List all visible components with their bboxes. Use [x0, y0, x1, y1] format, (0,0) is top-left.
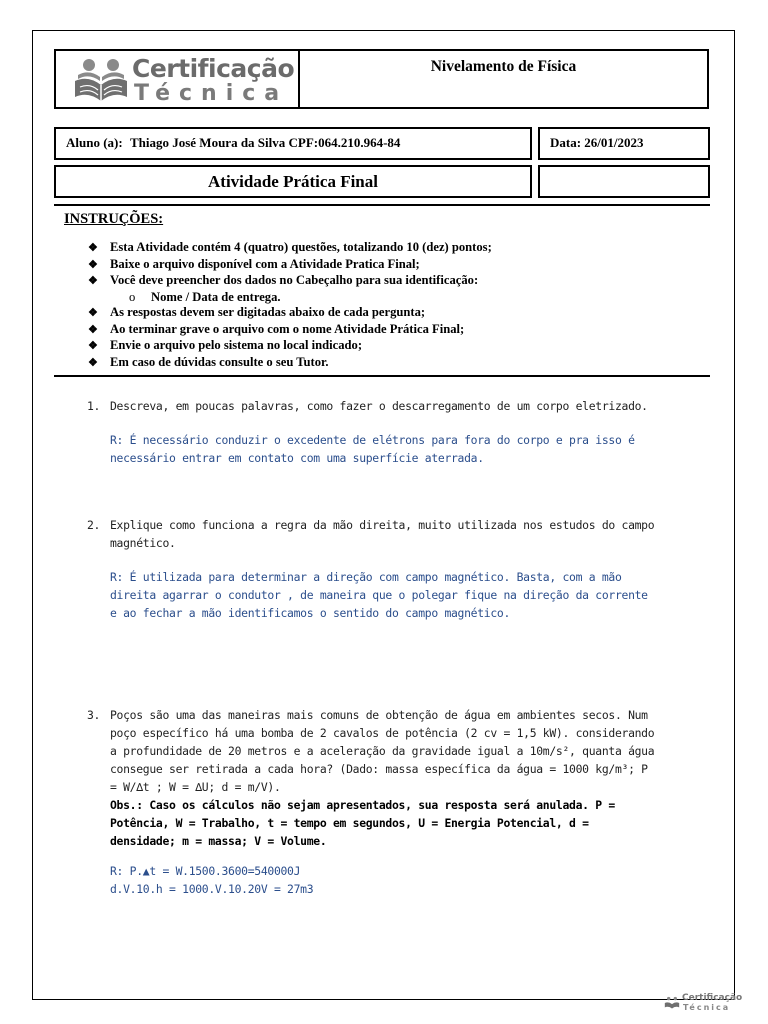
student-label: Aluno (a):	[66, 135, 123, 150]
answer-line: necessário entrar em contato com uma superfície aterrada.	[110, 451, 484, 465]
answer-line: direita agarrar o condutor , de maneira que o polegar fique na direção da corrente	[110, 588, 648, 602]
answer-3[interactable]	[110, 862, 710, 898]
answer-1[interactable]	[110, 431, 710, 467]
date-field[interactable]: Data: 26/01/2023	[538, 127, 710, 160]
diamond-bullet-icon: ❖	[88, 307, 98, 319]
divider-bottom	[54, 375, 710, 377]
question-number: 3.	[87, 708, 101, 722]
answer-2[interactable]	[110, 568, 710, 622]
list-item: ❖ Ao terminar grave o arquivo com o nome Atividade Prática Final;	[88, 322, 492, 339]
answer-line: R: P.▲t = W.1500.3600=540000J	[110, 864, 301, 878]
student-name-cpf: Thiago José Moura da Silva CPF:064.210.964-84	[129, 135, 401, 150]
document-header	[54, 49, 709, 109]
divider-top	[54, 204, 710, 206]
list-item: ❖ Baixe o arquivo disponível com a Atividade Pratica Final;	[88, 257, 492, 274]
grade-box	[538, 165, 710, 198]
activity-title: Atividade Prática Final	[54, 165, 532, 198]
list-item: ❖ As respostas devem ser digitadas abaixo de cada pergunta;	[88, 305, 492, 322]
instructions-list	[88, 240, 492, 371]
list-item: ❖ Em caso de dúvidas consulte o seu Tutor.	[88, 355, 492, 372]
list-item: o Nome / Data de entrega.	[129, 289, 281, 304]
footer-logo-line1: Certificação	[682, 993, 743, 1003]
question-2	[87, 516, 702, 552]
question-1	[87, 397, 702, 415]
diamond-bullet-icon: ❖	[88, 258, 98, 271]
diamond-bullet-icon: ❖	[88, 242, 98, 254]
question-number: 1.	[87, 399, 101, 413]
question-obs: densidade; m = massa; V = Volume.	[110, 834, 327, 848]
answer-line: e ao fechar a mão identificamos o sentido do campo magnético.	[110, 606, 511, 620]
diamond-bullet-icon: ❖	[88, 356, 98, 369]
instructions-heading: INSTRUÇÕES:	[64, 211, 164, 227]
question-number: 2.	[87, 518, 101, 532]
answer-line: d.V.10.h = 1000.V.10.20V = 27m3	[110, 882, 314, 896]
logo-text-line2: Técnica	[134, 81, 289, 106]
footer-logo-line2: Técnica	[683, 1003, 731, 1012]
question-obs: Obs.: Caso os cálculos não sejam apresentados, sua resposta será anulada. P =	[110, 798, 615, 812]
logo	[56, 51, 300, 107]
answer-line: R: É necessário conduzir o excedente de elétrons para fora do corpo e pra isso é	[110, 433, 635, 447]
question-text: poço específico há uma bomba de 2 cavalos de potência (2 cv = 1,5 kW). considerando	[110, 726, 655, 740]
list-item: ❖ Envie o arquivo pelo sistema no local indicado;	[88, 338, 492, 355]
list-item: ❖ Você deve preencher dos dados no Cabeçalho para sua identificação:	[88, 273, 492, 290]
diamond-bullet-icon: ❖	[88, 323, 98, 336]
question-text: Poços são uma das maneiras mais comuns de obtenção de água em ambientes secos. Num	[110, 708, 648, 722]
footer-logo-icon	[664, 995, 680, 1011]
question-text: a profundidade de 20 metros e a aceleração da gravidade igual a 10m/s², quanta água	[110, 744, 655, 758]
question-text: magnético.	[110, 536, 176, 550]
footer-logo	[664, 993, 743, 1015]
question-3	[87, 706, 702, 850]
question-text: consegue ser retirada a cada hora? (Dado: massa específica da água = 1000 kg/m³; P	[110, 762, 648, 776]
question-text: Descreva, em poucas palavras, como fazer o descarregamento de um corpo eletrizado.	[110, 399, 648, 413]
logo-text-line1: Certificação	[132, 54, 295, 83]
question-text: Explique como funciona a regra da mão direita, muito utilizada nos estudos do campo	[110, 518, 655, 532]
student-field[interactable]	[54, 127, 532, 160]
diamond-bullet-icon: ❖	[88, 340, 98, 352]
logo-book-icon	[72, 57, 130, 105]
diamond-bullet-icon: ❖	[88, 275, 98, 287]
question-text: = W/∆t ; W = ∆U; d = m/V).	[110, 780, 281, 794]
list-item: ❖ Esta Atividade contém 4 (quatro) questões, totalizando 10 (dez) pontos;	[88, 240, 492, 257]
course-title: Nivelamento de Física	[430, 58, 577, 75]
question-obs: Potência, W = Trabalho, t = tempo em segundos, U = Energia Potencial, d =	[110, 816, 589, 830]
circle-bullet-icon: o	[129, 289, 136, 304]
answer-line: R: É utilizada para determinar a direção com campo magnético. Basta, com a mão	[110, 570, 622, 584]
